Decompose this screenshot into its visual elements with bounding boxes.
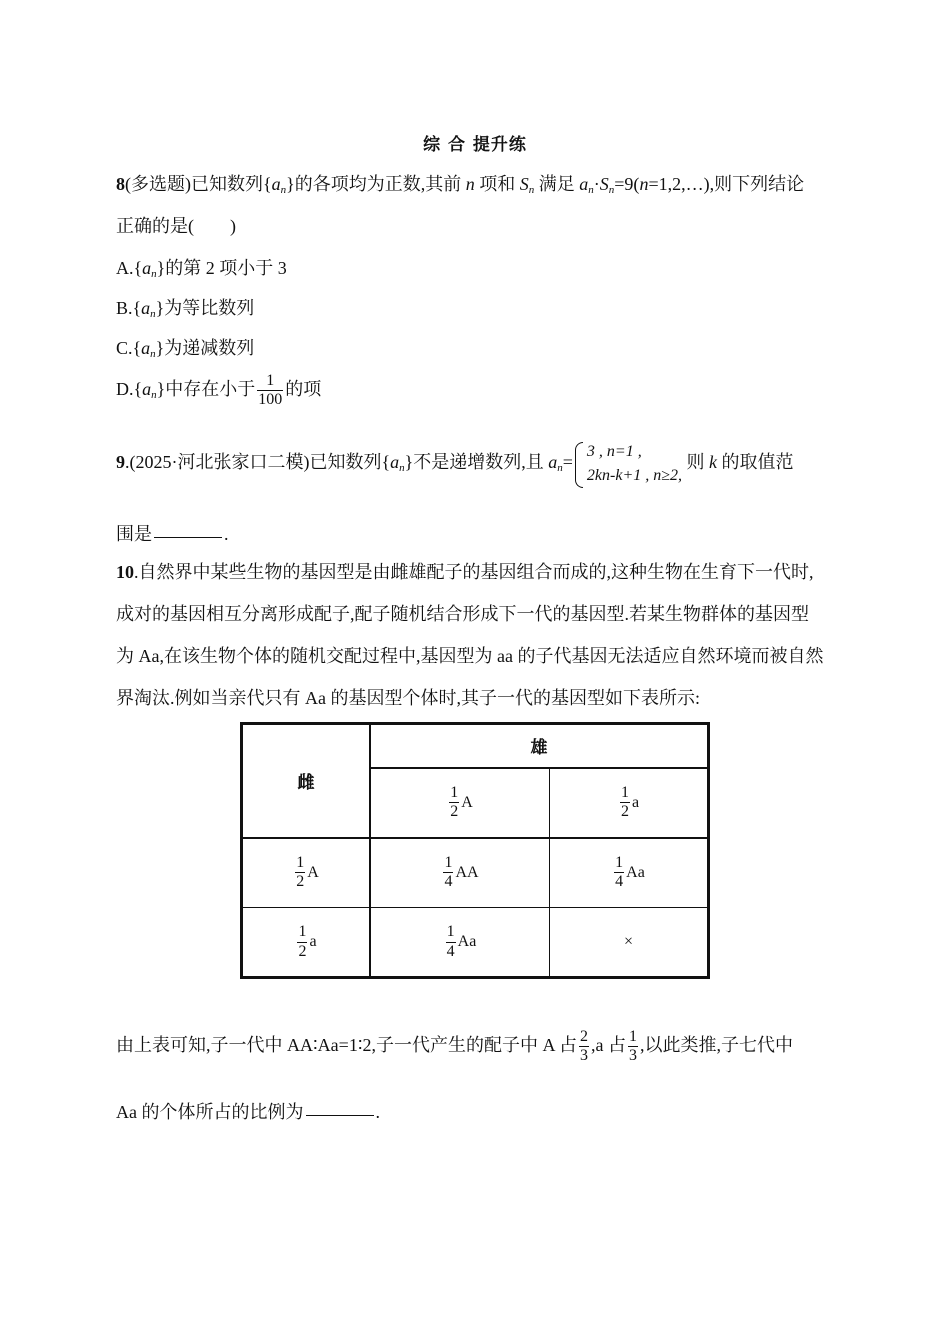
table-cell-Aa: [550, 838, 709, 908]
option-text: }为递减数列: [155, 338, 255, 358]
option-text: }的第 2 项小于 3: [156, 258, 287, 278]
var-S: S: [519, 174, 529, 194]
sub-n: n: [150, 308, 156, 320]
q8-line-2: 正确的是( ): [116, 216, 236, 236]
var-n: n: [639, 174, 649, 194]
fraction-denominator: 2: [296, 873, 305, 891]
sub-n: n: [399, 462, 405, 475]
fraction-denominator: 4: [446, 942, 455, 960]
sub-n: n: [528, 184, 535, 196]
piecewise-case-1: 3 , n=1 ,: [586, 443, 642, 460]
gene-label: a: [631, 793, 640, 811]
gene-label: Aa: [626, 863, 645, 881]
dot-operator: ·: [593, 174, 600, 194]
gene-label: A: [461, 793, 473, 811]
table-cell-eliminated: ×: [550, 908, 709, 978]
q8-text: }的各项均为正数,其前: [286, 174, 466, 194]
option-label: B.{: [116, 298, 142, 318]
q10-line-4: 界淘汰.例如当亲代只有 Aa 的基因型个体时,其子一代的基因型如下表所示:: [116, 688, 700, 708]
female-header: 雌: [242, 724, 371, 838]
q10-end: .: [375, 1102, 380, 1122]
fraction-numerator: 1: [620, 784, 630, 803]
fraction-numerator: 1: [295, 854, 305, 873]
var-a: a: [271, 174, 281, 194]
option-text: 的项: [285, 379, 322, 400]
table-cell-Aa: [370, 908, 550, 978]
fraction-denominator: 4: [615, 873, 624, 891]
q9-text: }不是递增数列,且: [404, 452, 549, 473]
piecewise-case-2: 2kn-k+1 , n≥2,: [586, 467, 683, 484]
q10-last-line: [116, 1098, 380, 1124]
sub-n: n: [588, 184, 594, 196]
var-S: S: [599, 174, 609, 194]
fraction-numerator: 1: [449, 784, 459, 803]
q10-line-2: 成对的基因相互分离形成配子,配子随机结合形成下一代的基因型.若某生物群体的基因型: [116, 604, 809, 624]
fraction-denominator: 4: [444, 873, 453, 891]
q8-tag: (多选题): [125, 174, 191, 194]
var-a: a: [579, 174, 589, 194]
q8-option-a[interactable]: [116, 254, 287, 280]
fraction: [628, 1028, 638, 1066]
section-title: 综 合 提升练: [423, 135, 527, 155]
table-cell-AA: [370, 838, 550, 908]
option-label: C.{: [116, 338, 142, 358]
q8-text: =1,2,…),则下列结论: [648, 174, 805, 194]
female-gamete-a: [242, 908, 371, 978]
q10-line-3: 为 Aa,在该生物个体的随机交配过程中,基因型为 aa 的子代基因无法适应自然环境而被自然: [116, 646, 824, 666]
q10-text: Aa 的个体所占的比例为: [116, 1102, 304, 1122]
q9-end: .: [224, 524, 229, 544]
q9-text: 的取值范: [717, 452, 794, 473]
sub-n: n: [150, 348, 156, 360]
gene-label: a: [309, 933, 317, 950]
gene-label: AA: [455, 863, 479, 881]
q8-text: 满足: [534, 174, 580, 194]
male-header: 雄: [370, 724, 709, 768]
q8-option-b[interactable]: [116, 294, 254, 320]
gene-label: A: [307, 863, 319, 881]
var-n: n: [465, 174, 475, 194]
var-a: a: [141, 338, 151, 358]
q10-after-table-line: [116, 1028, 793, 1066]
fraction-denominator: 2: [620, 803, 629, 820]
q9-text: 围是: [116, 524, 152, 544]
gene-label: Aa: [457, 933, 477, 950]
female-gamete-A: [242, 838, 371, 908]
q8-option-c[interactable]: [116, 334, 254, 360]
fraction-denominator: 100: [258, 391, 283, 409]
fraction: [257, 372, 283, 410]
option-text: }为等比数列: [155, 298, 255, 318]
fraction-denominator: 2: [298, 942, 307, 960]
q8-text: =9(: [614, 174, 640, 194]
fraction-numerator: 2: [579, 1028, 589, 1047]
option-text: }中存在小于: [156, 379, 256, 400]
q10-number: 10: [116, 562, 134, 582]
fraction-numerator: 1: [628, 1028, 638, 1047]
sub-n: n: [151, 389, 157, 402]
fraction-numerator: 1: [257, 372, 283, 391]
sub-n: n: [557, 462, 563, 475]
answer-blank[interactable]: [306, 1114, 374, 1116]
sub-n: n: [280, 184, 287, 196]
fraction-numerator: 1: [297, 923, 307, 942]
answer-blank[interactable]: [154, 536, 222, 538]
q8-option-d[interactable]: [116, 372, 321, 410]
q8-text: 已知数列{: [191, 174, 272, 194]
fraction-numerator: 1: [446, 923, 456, 942]
q9-line-1: [116, 440, 794, 488]
q10-text: .自然界中某些生物的基因型是由雌雄配子的基因组合而成的,这种生物在生育下一代时,: [134, 562, 814, 582]
q10-text: ,以此类推,子七代中: [640, 1035, 794, 1056]
option-label: D.{: [116, 379, 143, 400]
var-k: k: [709, 452, 718, 473]
fraction-numerator: 1: [443, 854, 453, 873]
fraction-numerator: 1: [614, 854, 624, 873]
q9-text: .(2025·河北张家口二模)已知数列{: [125, 452, 391, 473]
fraction-denominator: 2: [450, 803, 459, 820]
var-a: a: [141, 298, 151, 318]
q10-text: ,a 占: [591, 1035, 627, 1056]
sub-n: n: [608, 184, 615, 196]
genotype-table: [240, 722, 710, 979]
q10-text: 由上表可知,子一代中 AA∶Aa=1∶2,子一代产生的配子中 A 占: [116, 1035, 578, 1056]
q8-text: 项和: [474, 174, 520, 194]
equals-sign: =: [562, 452, 573, 473]
var-a: a: [390, 452, 400, 473]
q8-line-1: [116, 170, 804, 196]
q9-text: 则: [682, 452, 710, 473]
fraction-denominator: 3: [629, 1047, 638, 1065]
fraction-denominator: 3: [580, 1047, 589, 1065]
left-brace: [575, 442, 583, 488]
var-a: a: [548, 452, 558, 473]
q9-line-2: [116, 520, 229, 546]
option-label: A.{: [116, 258, 143, 278]
sub-n: n: [151, 268, 157, 280]
q9-number: 9: [116, 452, 125, 473]
male-gamete-a: [550, 768, 709, 838]
fraction: [579, 1028, 589, 1066]
var-a: a: [142, 379, 152, 400]
q10-line-1: [116, 558, 814, 584]
piecewise-definition: [575, 440, 682, 488]
male-gamete-A: [370, 768, 550, 838]
var-a: a: [142, 258, 152, 278]
q8-number: 8: [116, 174, 125, 194]
